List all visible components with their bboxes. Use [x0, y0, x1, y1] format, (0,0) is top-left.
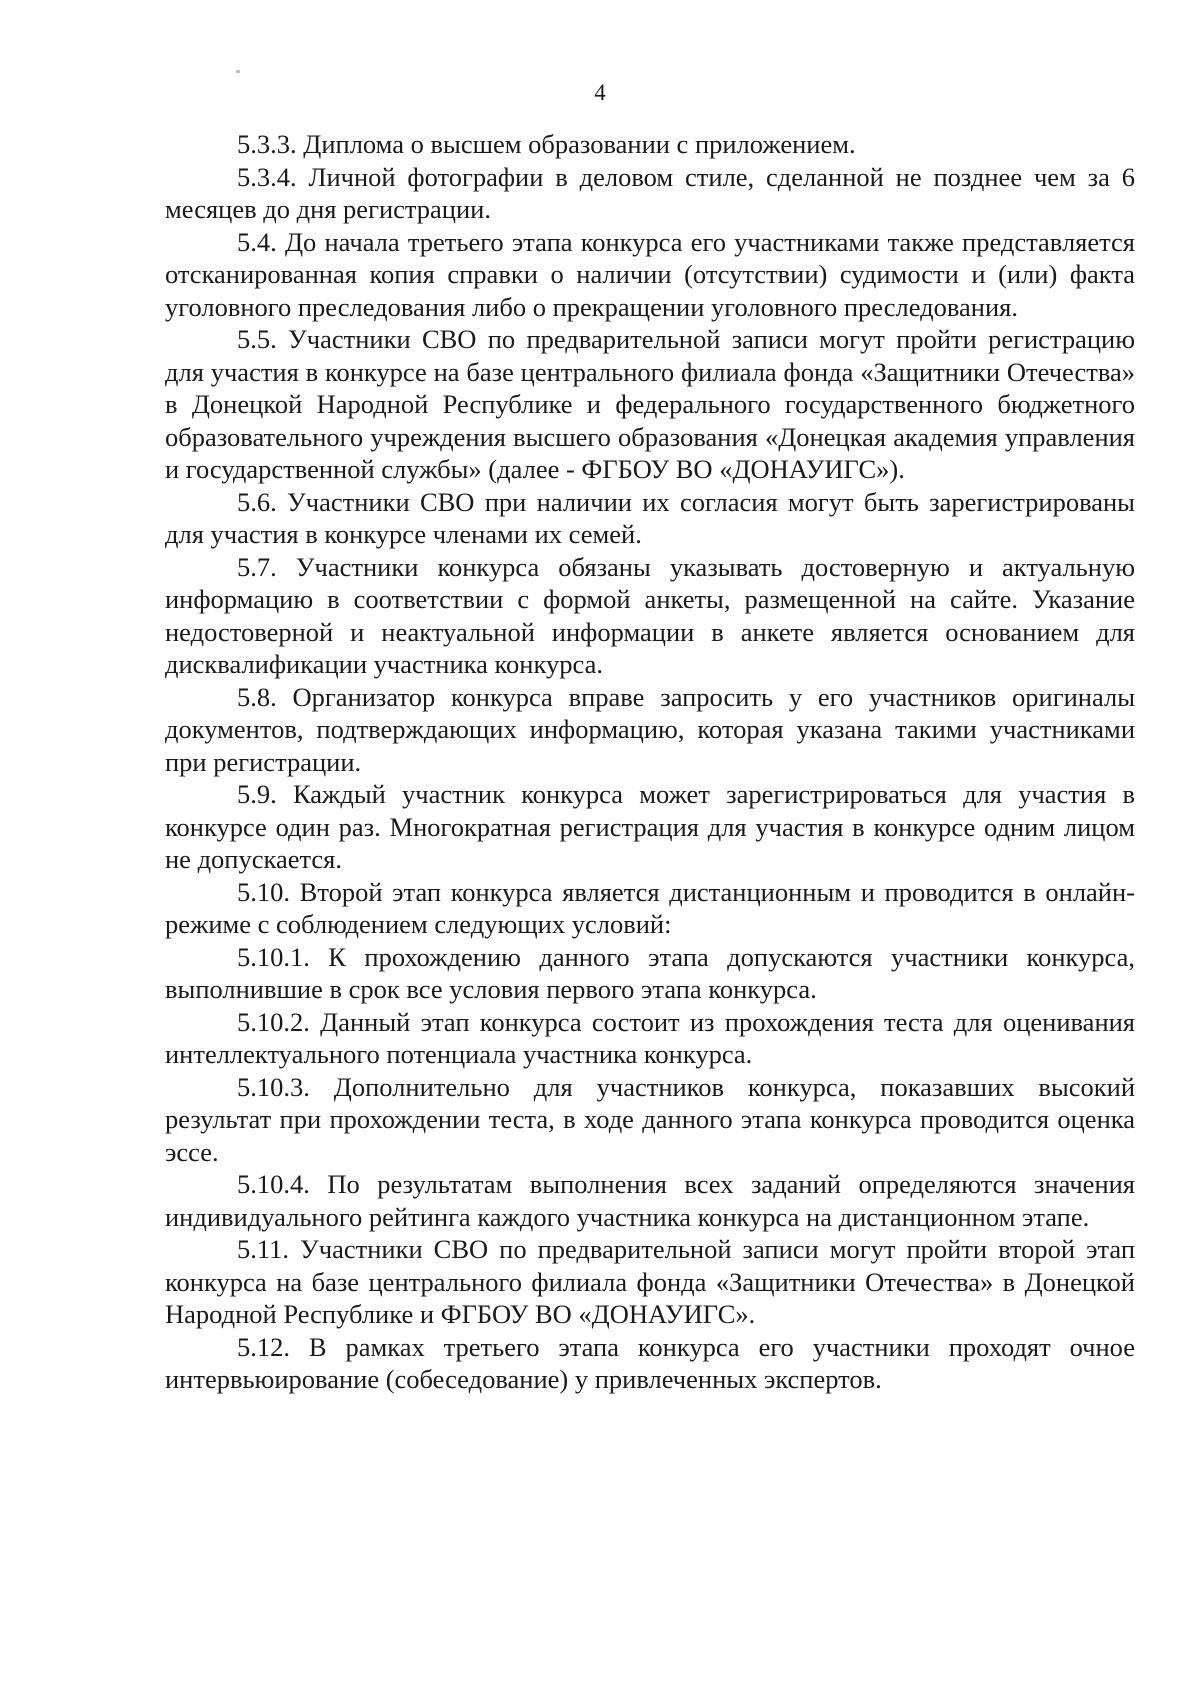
paragraph-5-10-1: 5.10.1. К прохождению данного этапа допускаются участники конкурса, выполнившие в срок все условия первого этапа конкурса.: [165, 941, 1135, 1004]
paragraph-5-3-3: 5.3.3. Диплома о высшем образовании с приложением.: [237, 129, 856, 159]
document-body: [165, 128, 1135, 1396]
paragraph-5-10-4: 5.10.4. По результатам выполнения всех заданий определяются значения индивидуального рейтинга каждого участника конкурса на дистанционном этапе.: [165, 1169, 1135, 1232]
scan-speck: [236, 70, 240, 73]
paragraph-5-10: 5.10. Второй этап конкурса является дистанционным и проводится в онлайн-режиме с соблюдением следующих условий:: [165, 876, 1135, 939]
paragraph-5-11: 5.11. Участники СВО по предварительной записи могут пройти второй этап конкурса на базе центрального филиала фонда «Защитники Отечества» в Донецкой Народной Республике и ФГБОУ ВО «ДОНАУИГС».: [165, 1234, 1135, 1329]
paragraph-5-7: 5.7. Участники конкурса обязаны указывать достоверную и актуальную информацию в соответствии с формой анкеты, размещенной на сайте. Указание недостоверной и неактуальной информации в анкете является основанием для дисквалификации участника конкурса.: [165, 551, 1135, 679]
paragraph-5-5: 5.5. Участники СВО по предварительной записи могут пройти регистрацию для участия в конкурсе на базе центрального филиала фонда «Защитники Отечества» в Донецкой Народной Республике и федерального государственного бюджетного образовательного учреждения высшего образования «Донецкая академия управления и государственной службы» (далее - ФГБОУ ВО «ДОНАУИГС»).: [165, 324, 1135, 484]
paragraph-5-4: 5.4. До начала третьего этапа конкурса его участниками также представляется отсканированная копия справки о наличии (отсутствии) судимости и (или) факта уголовного преследования либо о прекращении уголовного преследования.: [165, 226, 1135, 322]
paragraph-5-8: 5.8. Организатор конкурса вправе запросить у его участников оригиналы документов, подтверждающих информацию, которая указана такими участниками при регистрации.: [165, 681, 1135, 777]
paragraph-5-10-2: 5.10.2. Данный этап конкурса состоит из прохождения теста для оценивания интеллектуального потенциала участника конкурса.: [165, 1006, 1135, 1069]
paragraph-5-9: 5.9. Каждый участник конкурса может зарегистрироваться для участия в конкурсе один раз. Многократная регистрация для участия в конкурсе одним лицом не допускается.: [165, 779, 1135, 874]
paragraph-5-12: 5.12. В рамках третьего этапа конкурса его участники проходят очное интервьюирование (собеседование) у привлеченных экспертов.: [165, 1331, 1135, 1394]
page-number: 4: [594, 80, 606, 105]
paragraph-5-10-3: 5.10.3. Дополнительно для участников конкурса, показавших высокий результат при прохождении теста, в ходе данного этапа конкурса проводится оценка эссе.: [165, 1071, 1135, 1167]
paragraph-5-3-4: 5.3.4. Личной фотографии в деловом стиле, сделанной не позднее чем за 6 месяцев до дня регистрации.: [165, 161, 1135, 224]
paragraph-5-6: 5.6. Участники СВО при наличии их согласия могут быть зарегистрированы для участия в конкурсе членами их семей.: [165, 486, 1135, 549]
